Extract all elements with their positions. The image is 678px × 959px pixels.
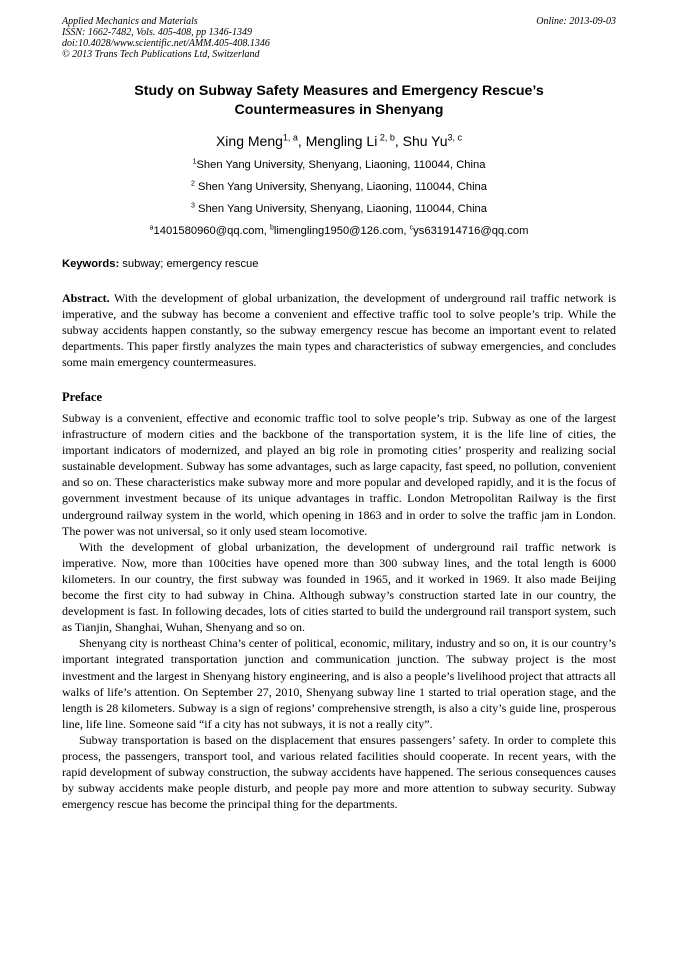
author-list (62, 132, 616, 150)
keywords-label: Keywords: (62, 258, 120, 270)
author-marker: 2, b (377, 132, 395, 143)
affiliation-list (62, 156, 616, 244)
journal-issn: ISSN: 1662-7482, Vols. 405-408, pp 1346-1349 (62, 27, 252, 38)
email-marker: b (270, 224, 274, 232)
paper-title-line-1: Study on Subway Safety Measures and Emergency Rescue’s (134, 83, 544, 99)
author-name: Xing Meng (215, 133, 283, 149)
keywords (62, 256, 616, 272)
author-marker: 1, a (282, 132, 298, 143)
affiliation-marker: 1 (192, 158, 197, 166)
journal-copyright: © 2013 Trans Tech Publications Ltd, Switzerland (62, 49, 260, 60)
author-name: Mengling Li (305, 133, 378, 149)
journal-name: Applied Mechanics and Materials (62, 16, 198, 27)
affiliation-text: Shen Yang University, Shenyang, Liaoning, 110044, China (194, 203, 488, 215)
paragraph: Shenyang city is northeast China’s center of political, economic, military, industry and so on, it is our country’s important integrated transportation junction and communication junction. The subway project is the most investment and the largest in Shenyang history engineering, and is also a people’s livelihood project that attracts all walks of life’s attention. On September 27, 2010, Shenyang subway line 1 started to trial operation stage, and the length is 28 kilometers. Subway is a sign of regions’ comprehensive strength, is also a city’s guide line, prosperous line, life line. Someone said “if a city has not subways, it is not a really city”. (62, 636, 616, 731)
paragraph: With the development of global urbanization, the development of underground rail traffic network is imperative. Now, more than 100cities have opened more than 300 subway lines, and the total length is 6000 kilometers. In our country, the first subway was founded in 1965, and it worked in 1969. It also made Beijing become the first city to had subway in China. Although subway’s construction started late in our country, the development is fast. In following decades, lots of cities started to build the underground rail transport system, such as Tianjin, Shanghai, Wuhan, Shenyang and so on. (62, 539, 616, 635)
author-marker: 3, c (447, 132, 463, 143)
journal-header (62, 16, 616, 60)
abstract-text: With the development of global urbanization, the development of underground rail traffic network is imperative, and the subway has become a convenient and effective traffic tool to solve people’s trip. While the subway accidents happen constantly, so the subway emergency rescue has become an important event to related departments. This paper firstly analyzes the main types and characteristics of subway emergencies, and concludes some main emergency countermeasures. (62, 291, 616, 370)
email-marker: c (409, 224, 414, 232)
abstract (62, 290, 616, 370)
email-marker: a (149, 224, 154, 232)
email-line (62, 222, 616, 244)
preface-section (62, 410, 616, 812)
email-address: ys631914716@qq.com (413, 225, 529, 237)
paper-title (62, 82, 616, 120)
author-separator: , (394, 133, 403, 149)
affiliation (62, 156, 616, 178)
online-date: Online: 2013-09-03 (536, 16, 616, 27)
paper-title-line-2: Countermeasures in Shenyang (234, 102, 444, 118)
author-name: Shu Yu (402, 133, 448, 149)
affiliation (62, 178, 616, 200)
affiliation (62, 200, 616, 222)
affiliation-text: Shen Yang University, Shenyang, Liaoning, 110044, China (196, 159, 486, 171)
keywords-text: subway; emergency rescue (119, 258, 259, 270)
affiliation-marker: 2 (190, 180, 195, 188)
author-separator: , (297, 133, 306, 149)
journal-doi: doi:10.4028/www.scientific.net/AMM.405-408.1346 (62, 38, 270, 49)
affiliation-marker: 3 (190, 202, 195, 210)
email-address: 1401580960@qq.com, (153, 225, 270, 237)
email-address: limengling1950@126.com, (273, 225, 410, 237)
abstract-label: Abstract. (62, 291, 110, 305)
section-heading-preface: Preface (62, 390, 103, 404)
paragraph: Subway is a convenient, effective and economic traffic tool to solve people’s trip. Subway as one of the largest infrastructure of modern cities and the backbone of the transportation system, it is the life line of cities, the important indicators of modernized, and played an big role in promoting cities’ prosperity and realizing social sustainable development. Subway has some advantages, such as large capacity, fast speed, no pollution, convenient and so on. These characteristics make subway more and more popular and developed rapidly, and it is the focus of government investment because of its unique advantages in traffic. London Metropolitan Railway is the first underground railway system in the world, which opening in 1863 and in order to solve the traffic jam in London. The power was not universal, so it only used steam locomotive. (62, 411, 616, 538)
paragraph: Subway transportation is based on the displacement that ensures passengers’ safety. In order to complete this process, the passengers, transport tool, and various related facilities should cooperate. In recent years, with the rapid development of subway construction, the subway accidents have happened. The serious consequences causes by subway accidents make people disturb, and people pay more and more attention to subway security. Subway emergency rescue has become the principal thing for the departments. (62, 732, 616, 812)
affiliation-text: Shen Yang University, Shenyang, Liaoning, 110044, China (194, 181, 488, 193)
